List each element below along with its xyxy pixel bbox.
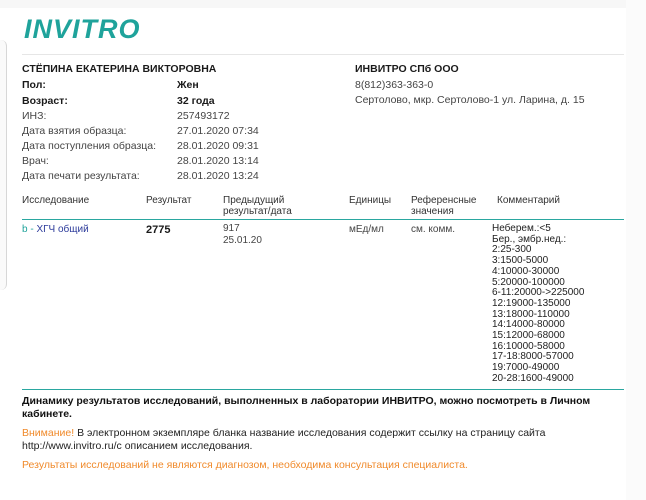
comment-line: 4:10000-30000 (492, 265, 560, 277)
comment-line: 20-28:1600-49000 (492, 372, 574, 384)
lab-phone: 8(812)363-363-0 (355, 79, 434, 91)
units-value: мЕд/мл (349, 224, 384, 235)
result-value: 2775 (146, 224, 171, 236)
warning-note (22, 427, 622, 452)
comment-line: 5:20000-100000 (492, 276, 565, 288)
comment-line: 13:18000-110000 (492, 308, 570, 320)
top-bar (0, 0, 646, 8)
age-label: Возраст: (22, 95, 68, 107)
print-date-value: 28.01.2020 13:24 (177, 170, 259, 182)
sex-value: Жен (177, 79, 199, 91)
header-study: Исследование (22, 195, 90, 206)
doctor-value: 28.01.2020 13:14 (177, 155, 259, 167)
sample-taken-value: 27.01.2020 07:34 (177, 125, 259, 137)
comment-line: 14:14000-80000 (492, 319, 565, 331)
header-comments: Комментарий (497, 195, 560, 206)
doctor-label: Врач: (22, 155, 49, 167)
inz-value: 257493172 (177, 110, 230, 122)
inz-label: ИНЗ: (22, 110, 47, 122)
print-date-label: Дата печати результата: (22, 170, 140, 182)
header-divider (22, 54, 624, 55)
lab-name: ИНВИТРО СПб ООО (355, 63, 459, 75)
table-header-divider (22, 219, 624, 220)
comment-line: 6-11:20000->225000 (492, 287, 585, 299)
previous-value: 917 (223, 223, 240, 234)
warning-label: Внимание! (22, 427, 75, 439)
warning-text-tail: с описанием исследования. (116, 439, 253, 452)
header-units: Единицы (349, 195, 392, 206)
invitro-logo: INVITRO (24, 14, 141, 44)
study-separator: - (27, 224, 37, 235)
sample-received-label: Дата поступления образца: (22, 140, 157, 152)
header-previous-line2: результат/дата (223, 206, 292, 217)
comment-line: 2:25-300 (492, 244, 532, 256)
left-edge-tab (0, 40, 7, 290)
study-name-link[interactable]: ХГЧ общий (36, 224, 89, 235)
comment-line: Неберем.:<5 (492, 223, 551, 234)
header-result: Результат (146, 195, 192, 206)
comment-line: 19:7000-49000 (492, 362, 560, 374)
header-previous-line1: Предыдущий (223, 195, 285, 206)
comment-line: 12:19000-135000 (492, 297, 571, 309)
sex-label: Пол: (22, 79, 46, 91)
reference-comments (492, 224, 584, 385)
warning-text: В электронном экземпляре бланка название исследования содержит ссылку на страницу сайта (74, 427, 546, 439)
header-reference-line2: значения (411, 206, 454, 217)
right-edge (626, 0, 646, 500)
patient-name: СТЁПИНА ЕКАТЕРИНА ВИКТОРОВНА (22, 63, 217, 75)
study-cell[interactable] (22, 223, 89, 236)
comment-line: 3:1500-5000 (492, 255, 549, 267)
reference-value: см. комм. (411, 224, 456, 235)
lab-address: Сертолово, мкр. Сертолово-1 ул. Ларина, д. 15 (355, 94, 585, 106)
sample-received-value: 28.01.2020 09:31 (177, 140, 259, 152)
comment-line: Бер., эмбр.нед.: (492, 233, 567, 245)
disclaimer: Результаты исследований не являются диагнозом, необходима консультация специалиста. (22, 459, 468, 471)
comment-line: 15:12000-68000 (492, 330, 565, 342)
age-value: 32 года (177, 95, 215, 107)
comment-line: 16:10000-58000 (492, 340, 565, 352)
sample-taken-label: Дата взятия образца: (22, 125, 127, 137)
header-reference-line1: Референсные (411, 195, 477, 206)
comment-line: 17-18:8000-57000 (492, 351, 574, 363)
study-code: b (22, 224, 28, 235)
previous-date: 25.01.20 (223, 235, 262, 246)
dynamics-note: Динамику результатов исследований, выполненных в лаборатории ИНВИТРО, можно посмотреть в Личном кабинете. (22, 395, 591, 420)
invitro-link[interactable]: http://www.invitro.ru/ (22, 439, 117, 452)
table-bottom-divider (22, 389, 624, 390)
